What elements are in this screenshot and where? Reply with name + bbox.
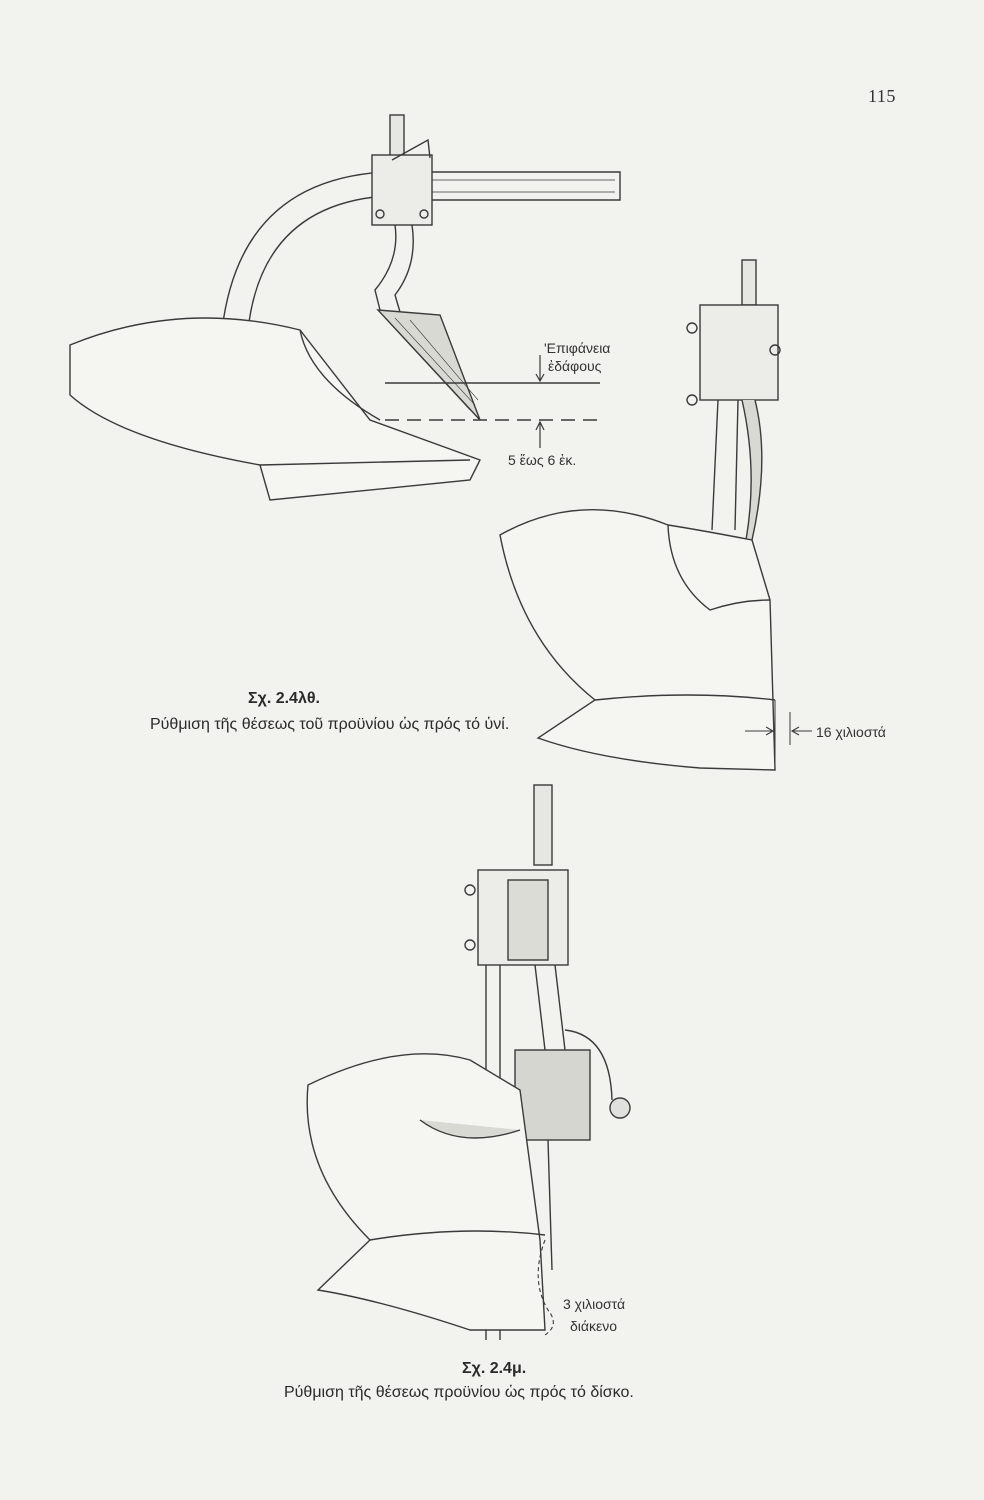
disc-hub-3 xyxy=(515,1050,590,1140)
gap-16mm-label: 16 χιλιοστά xyxy=(816,724,886,740)
figure-2-caption-title: Σχ. 2.4μ. xyxy=(462,1360,527,1377)
surface-label-line1: 'Επιφάνεια xyxy=(544,340,611,356)
moldboard-3 xyxy=(307,1054,545,1330)
gap-3mm-label-line1: 3 χιλιοστά xyxy=(563,1296,626,1312)
gap-3mm-label-line2: διάκενο xyxy=(570,1318,618,1334)
figure-1-caption-text: Ρύθμιση τῆς θέσεως τοῦ προϋνίου ὡς πρός τό ὑνί. xyxy=(150,716,510,733)
vertical-rod-3 xyxy=(534,785,552,865)
depth-label: 5 ἕως 6 ἑκ. xyxy=(508,452,577,468)
surface-label-line2: ἐδάφους xyxy=(548,358,602,374)
figure-1-caption-title: Σχ. 2.4λθ. xyxy=(248,690,320,707)
page-number: 115 xyxy=(868,86,896,106)
figure-2-caption-text: Ρύθμιση τῆς θέσεως προϋνίου ὡς πρός τό δίσκο. xyxy=(284,1384,634,1401)
